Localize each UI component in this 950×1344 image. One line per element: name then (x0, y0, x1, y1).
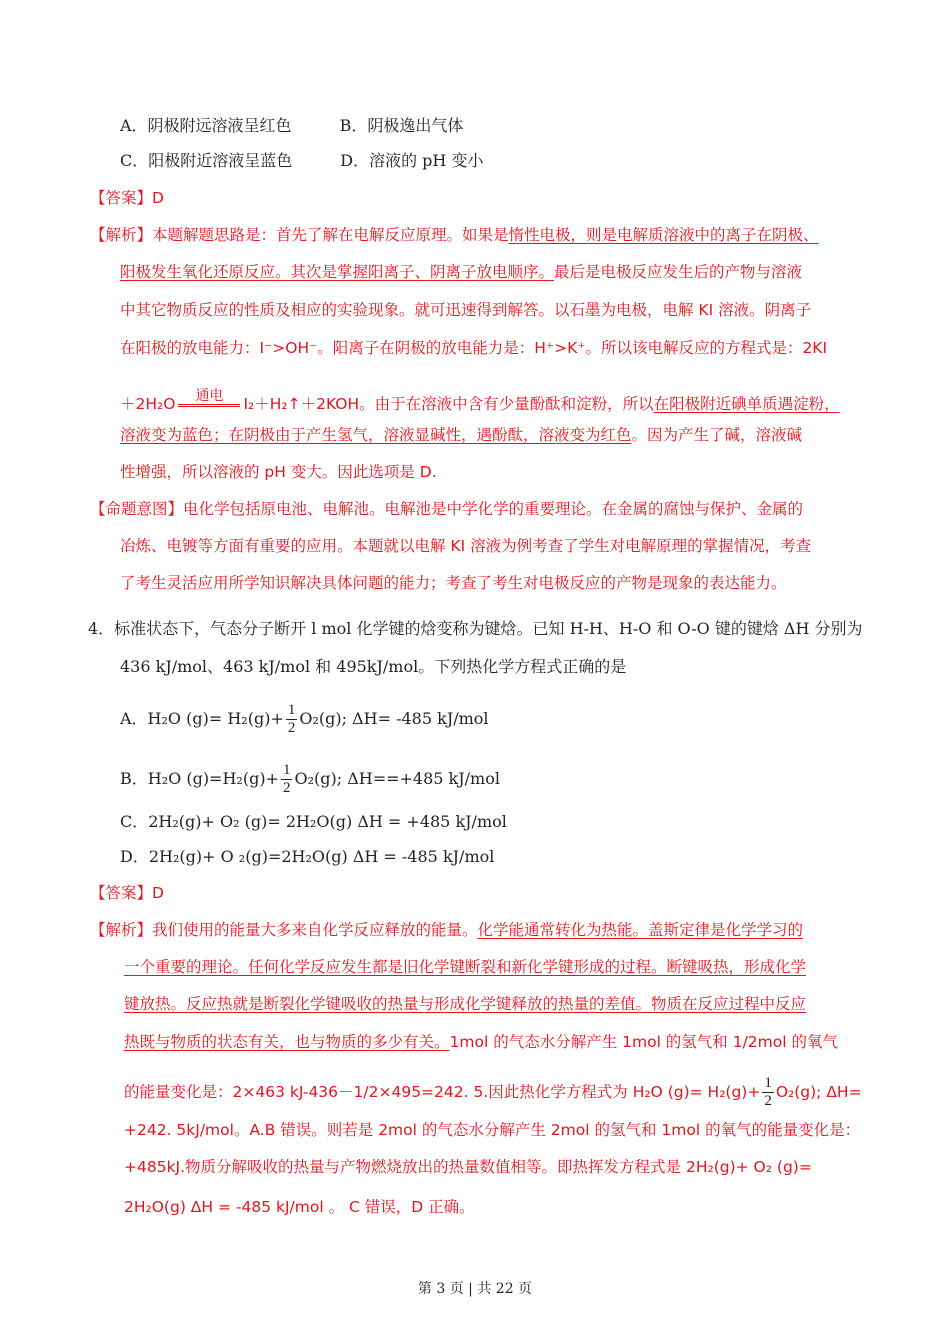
text-line (120, 116, 463, 136)
underlined-text: 溶液变为蓝色；在阴极由于产生氢气，溶液显碱性，遇酚酞，溶液变为红色 (120, 426, 632, 444)
fraction-denominator: 2 (287, 720, 296, 736)
text-line (120, 702, 489, 737)
text-line (120, 573, 787, 593)
text-line (124, 994, 806, 1014)
underlined-text: 阳极发生氧化还原反应。其次是掌握阳离子、阴离子放电顺序。 (120, 263, 555, 281)
underlined-text: 键放热。反应热就是断裂化学键吸收的热量与形成化学键释放的热量的差值。物质在反应过程中反应 (124, 995, 807, 1013)
text-segment: +485kJ.物质分解吸收的热量与产物燃烧放出的热量数值相等。即热挥发方程式是 2H₂(g)+ O₂ (g)= (124, 1158, 812, 1176)
text-segment: 4．标准状态下，气态分子断开 l mol 化学键的焓变称为键焓。已知 H-H、H-O 和 O-O 键的键焓 ΔH 分别为 (88, 619, 863, 638)
fraction-numerator: 1 (287, 702, 296, 718)
text-segment: C．2H₂(g)+ O₂ (g)= 2H₂O(g) ΔH = +485 kJ/mol (120, 812, 507, 831)
text-segment: C．阳极附近溶液呈蓝色 (120, 151, 293, 170)
text-line (90, 883, 164, 903)
text-segment: 。因为产生了碱，溶液碱 (631, 426, 803, 444)
text-segment: B．阴极逸出气体 (291, 116, 464, 135)
text-segment: 2H₂O(g) ΔH = -485 kJ/mol 。 C 错误，D 正确。 (124, 1198, 475, 1216)
text-line (124, 1197, 475, 1217)
underlined-text: 在阳极附近碘单质遇淀粉， (653, 395, 840, 413)
text-segment: 在阳极的放电能力：I⁻>OH⁻。阳离子在阴极的放电能力是：H⁺>K⁺。所以该电解反应的方程式是：2KI (120, 339, 828, 357)
text-segment: 【答案】D (90, 189, 164, 207)
text-line (90, 225, 819, 245)
underlined-text: 惰性电极，则是电解质溶液中的离子在阴极、 (508, 226, 819, 244)
text-segment: D．2H₂(g)+ O ₂(g)=2H₂O(g) ΔH = -485 kJ/mol (120, 847, 495, 866)
text-segment: O₂(g); ΔH= -485 kJ/mol (299, 709, 489, 728)
fraction-one-half (286, 702, 298, 737)
text-segment: 最后是电极反应发生后的产物与溶液 (554, 263, 803, 281)
fraction-denominator: 2 (764, 1093, 772, 1109)
text-line (120, 151, 483, 171)
text-line (120, 262, 802, 282)
text-line (90, 188, 164, 208)
text-line (88, 619, 863, 639)
text-line (120, 462, 437, 482)
reaction-condition-arrow (178, 388, 240, 414)
text-line (120, 536, 811, 556)
text-segment: 【命题意图】电化学包括原电池、电解池。电解池是中学化学的重要理论。在金属的腐蚀与保护、金属的 (90, 500, 804, 518)
text-segment: O₂(g); ΔH= (775, 1083, 862, 1101)
text-line (120, 425, 802, 445)
condition-label: 通电 (195, 388, 224, 404)
text-line (124, 1075, 862, 1110)
text-segment: I₂＋H₂↑＋2KOH。由于在溶液中含有少量酚酞和淀粉，所以 (243, 395, 654, 413)
double-line-equals (178, 404, 240, 407)
text-segment: 436 kJ/mol、463 kJ/mol 和 495kJ/mol。下列热化学方程式正确的是 (120, 657, 627, 676)
text-segment: 的能量变化是：2×463 kJ-436－1/2×495=242. 5.因此热化学方程式为 H₂O (g)= H₂(g)+ (124, 1083, 761, 1101)
text-segment: 【解析】本题解题思路是：首先了解在电解反应原理。如果是 (90, 226, 509, 244)
text-line (124, 957, 806, 977)
fraction-one-half (281, 762, 293, 797)
text-segment: +242. 5kJ/mol。A.B 错误。则若是 2mol 的气态水分解产生 2mol 的氢气和 1mol 的氧气的能量变化是： (124, 1121, 861, 1139)
underlined-text: 热既与物质的状态有关，也与物质的多少有关。 (124, 1033, 450, 1051)
fraction-one-half (762, 1075, 774, 1110)
text-segment: O₂(g); ΔH==+485 kJ/mol (294, 769, 500, 788)
text-line (120, 388, 840, 414)
text-line (120, 338, 827, 358)
underlined-text: 化学能通常转化为热能。盖斯定律是化学学习的 (477, 921, 804, 939)
text-line (120, 300, 811, 320)
text-segment: 【答案】D (90, 884, 164, 902)
page-footer: 第 3 页 | 共 22 页 (417, 1281, 533, 1297)
text-segment: D．溶液的 pH 变小 (292, 151, 484, 170)
text-segment: 了考生灵活应用所学知识解决具体问题的能力；考查了考生对电极反应的产物是现象的表达能力。 (120, 574, 787, 592)
text-segment: ＋2H₂O (120, 395, 176, 413)
text-segment: B．H₂O (g)=H₂(g)+ (120, 769, 279, 788)
text-segment: A．H₂O (g)= H₂(g)+ (120, 709, 284, 728)
text-segment: 中其它物质反应的性质及相应的实验现象。就可迅速得到解答。以石墨为电极，电解 KI 溶液。阴离子 (120, 301, 812, 319)
text-line (90, 920, 803, 940)
text-line (120, 762, 500, 797)
text-line (124, 1157, 812, 1177)
text-segment: 【解析】我们使用的能量大多来自化学反应释放的能量。 (90, 921, 478, 939)
text-line (124, 1032, 838, 1052)
text-segment: 1mol 的气态水分解产生 1mol 的氢气和 1/2mol 的氧气 (449, 1033, 838, 1051)
fraction-numerator: 1 (764, 1075, 772, 1091)
text-line (90, 499, 803, 519)
text-segment: A．阴极附远溶液呈红色 (120, 116, 292, 135)
text-line (120, 812, 507, 832)
text-segment: 性增强，所以溶液的 pH 变大。因此选项是 D. (120, 463, 437, 481)
text-line (124, 1120, 860, 1140)
text-line (120, 847, 494, 867)
fraction-numerator: 1 (282, 762, 291, 778)
text-line (120, 657, 626, 677)
text-segment: 冶炼、电镀等方面有重要的应用。本题就以电解 KI 溶液为例考查了学生对电解原理的掌握情况，考查 (120, 537, 812, 555)
underlined-text: 一个重要的理论。任何化学反应发生都是旧化学键断裂和新化学键形成的过程。断键吸热，形成化学 (124, 958, 807, 976)
fraction-denominator: 2 (282, 780, 291, 796)
